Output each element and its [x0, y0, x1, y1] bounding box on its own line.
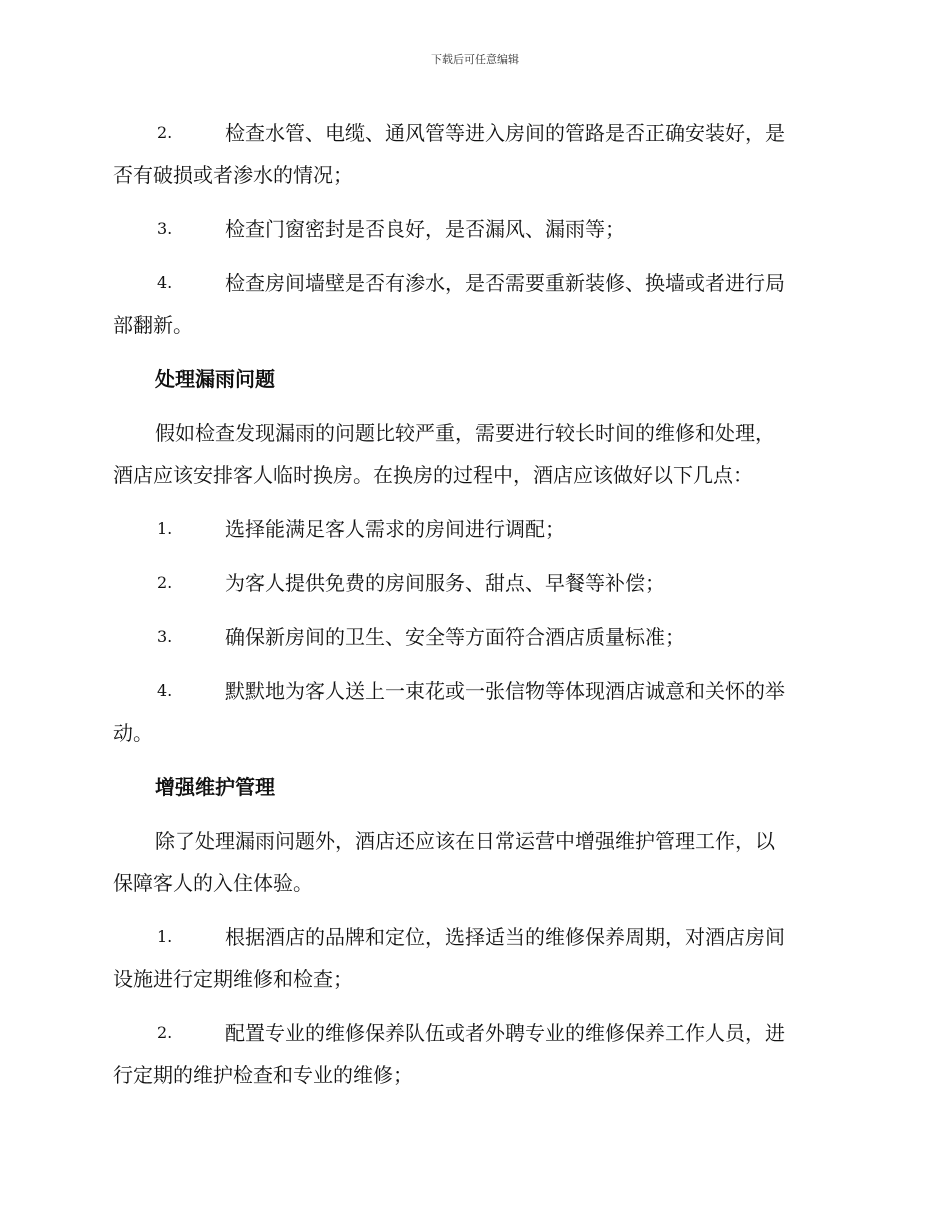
- list-number: 2.: [157, 123, 173, 142]
- list-item: [113, 112, 833, 196]
- paragraph: [113, 412, 833, 496]
- paragraph: [113, 820, 833, 904]
- list-text-line2: 部翻新。: [113, 313, 193, 337]
- list-text-line2: 行定期的维护检查和专业的维修；: [113, 1063, 413, 1087]
- list-number: 2.: [157, 1023, 173, 1042]
- list-item: [113, 616, 833, 658]
- list-text-line1: 默默地为客人送上一束花或一张信物等体现酒店诚意和关怀的举: [225, 679, 785, 703]
- list-number: 4.: [157, 273, 173, 292]
- list-text-line1: 检查房间墙壁是否有渗水，是否需要重新装修、换墙或者进行局: [225, 271, 785, 295]
- list-item: [113, 562, 833, 604]
- list-text-line2: 设施进行定期维修和检查；: [113, 967, 353, 991]
- list-text-line1: 为客人提供免费的房间服务、甜点、早餐等补偿；: [225, 571, 665, 595]
- list-number: 2.: [157, 573, 173, 592]
- section-heading: 处理漏雨问题: [155, 367, 275, 391]
- paragraph-line: 酒店应该安排客人临时换房。在换房的过程中，酒店应该做好以下几点：: [113, 463, 753, 487]
- list-number: 1.: [157, 927, 173, 946]
- list-item: [113, 208, 833, 250]
- paragraph-line: 保障客人的入住体验。: [113, 871, 313, 895]
- list-number: 3.: [157, 627, 173, 646]
- list-number: 1.: [157, 519, 173, 538]
- list-text-line1: 配置专业的维修保养队伍或者外聘专业的维修保养工作人员，进: [225, 1021, 785, 1045]
- list-text-line1: 检查门窗密封是否良好，是否漏风、漏雨等；: [225, 217, 625, 241]
- list-number: 4.: [157, 681, 173, 700]
- document-body: [113, 112, 833, 1108]
- list-item: [113, 670, 833, 754]
- list-item: [113, 508, 833, 550]
- page-header: 下载后可任意编辑: [431, 53, 519, 66]
- list-text-line1: 检查水管、电缆、通风管等进入房间的管路是否正确安装好，是: [225, 121, 785, 145]
- list-item: [113, 1012, 833, 1096]
- list-text-line2: 动。: [113, 721, 153, 745]
- list-text-line1: 选择能满足客人需求的房间进行调配；: [225, 517, 565, 541]
- list-item: [113, 262, 833, 346]
- section-heading: 增强维护管理: [155, 775, 275, 799]
- list-text-line1: 确保新房间的卫生、安全等方面符合酒店质量标准；: [225, 625, 685, 649]
- paragraph-line: 假如检查发现漏雨的问题比较严重，需要进行较长时间的维修和处理，: [155, 421, 775, 445]
- list-item: [113, 916, 833, 1000]
- list-number: 3.: [157, 219, 173, 238]
- list-text-line2: 否有破损或者渗水的情况；: [113, 163, 353, 187]
- paragraph-line: 除了处理漏雨问题外，酒店还应该在日常运营中增强维护管理工作，以: [155, 829, 775, 853]
- list-text-line1: 根据酒店的品牌和定位，选择适当的维修保养周期，对酒店房间: [225, 925, 785, 949]
